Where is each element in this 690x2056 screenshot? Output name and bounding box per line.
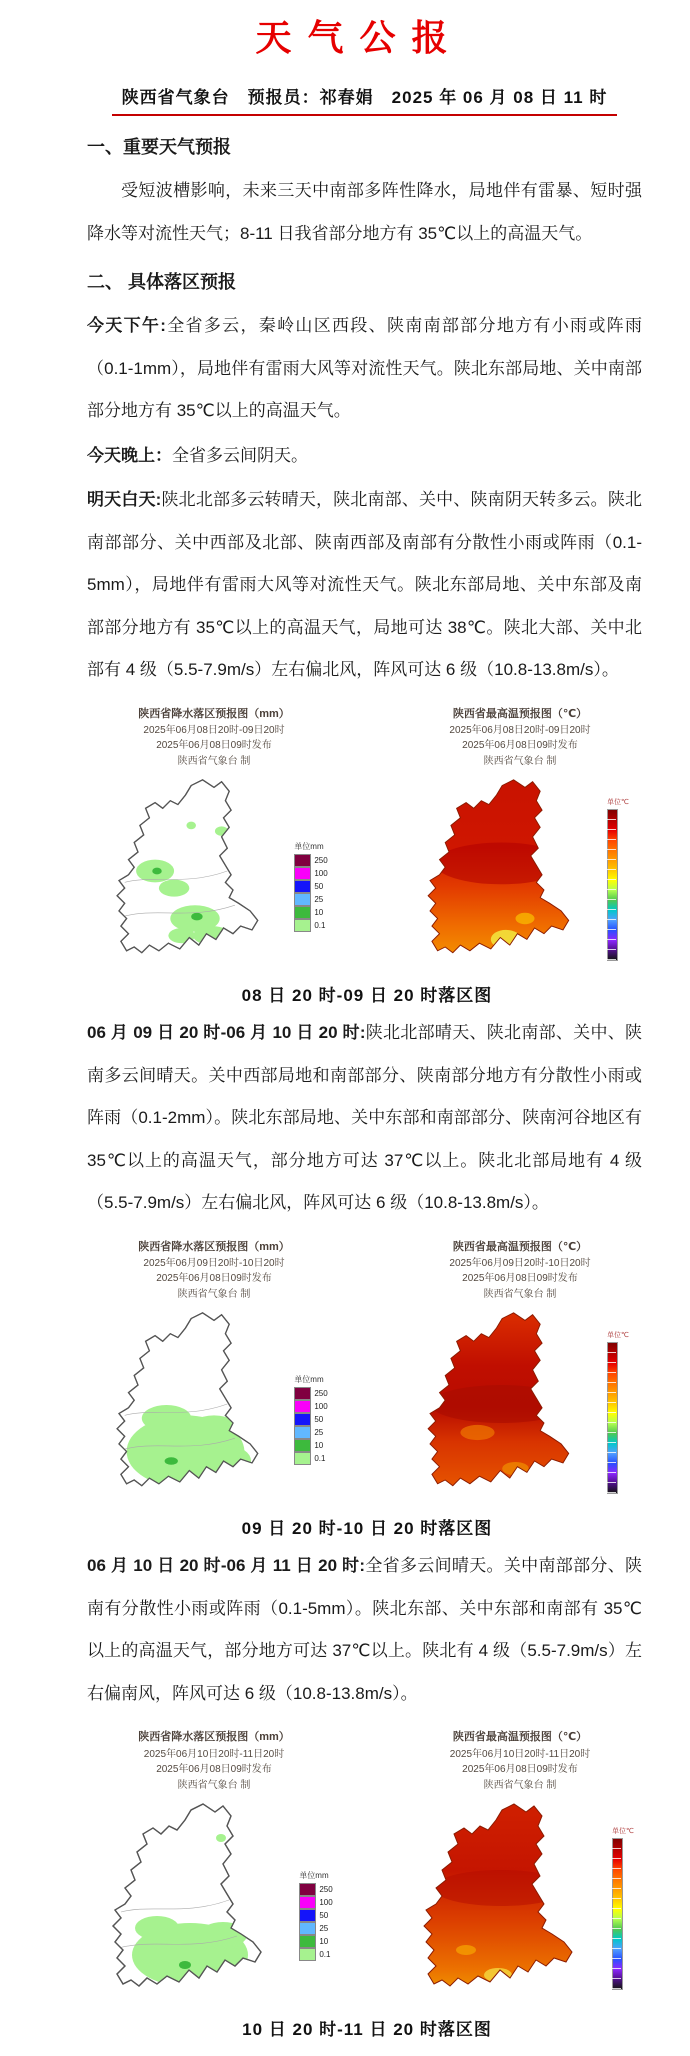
precip-map-day3	[95, 1795, 295, 2005]
paragraph-label: 06 月 09 日 20 时-06 月 10 日 20 时:	[87, 1023, 366, 1043]
map-title: 陕西省最高温预报图（℃）	[452, 1240, 588, 1253]
paragraph-text: 陕北北部晴天、陕北南部、关中、陕南多云间晴天。关中西部局地和南部部分、陕南部分地方有分散性小雨或阵雨（0.1-2mm）。陕北东部局地、关中东部和南部部分、陕南河谷地区有 35℃以上的高温天气，部分地方可达 37℃以上。陕北北部局地有 4 级（5.5-7.9m/s）左右偏北风，阵风可达 6 级（10.8-13.8m/s）。	[87, 1023, 643, 1213]
temp-map-header	[449, 706, 590, 770]
page-title: 天气公报	[255, 17, 464, 58]
map-valid-time: 2025年06月09日20时-10日20时	[143, 1257, 285, 1269]
temp-colorbar	[607, 1330, 629, 1493]
legend-chip	[294, 1439, 311, 1452]
paragraph-text: 陕北北部多云转晴天，陕北南部、关中、陕南阴天转多云。陕北南部部分、关中西部及北部、陕南西部及南部有分散性小雨或阵雨（0.1-5mm），局地伴有雷雨大风等对流性天气。陕北东部局地、关中东部及南部部分地方有 35℃以上的高温天气，局地可达 38℃。陕北大部、关中北部有 4 级（5.5-7.9m/s）左右偏北风，阵风可达 6 级（10.8-13.8m/s）。	[87, 490, 642, 680]
temp-colorbar-ticks	[607, 1343, 616, 1493]
map-issue-time: 2025年06月08日09时发布	[462, 1273, 578, 1285]
paragraph-label: 06 月 10 日 20 时-06 月 11 日 20 时:	[87, 1556, 366, 1576]
legend-chip	[294, 893, 311, 906]
forecast-paragraph-day3	[87, 1545, 642, 1715]
temp-legend-title: 单位℃	[607, 1331, 629, 1339]
precip-map-panel	[67, 706, 361, 972]
temp-map-panel	[373, 706, 667, 972]
forecast-paragraph-tomorrow	[87, 479, 642, 692]
map-valid-time: 2025年06月09日20时-10日20时	[449, 1257, 591, 1269]
map-issue-time: 2025年06月08日09时发布	[156, 1273, 272, 1285]
precip-legend	[294, 841, 327, 932]
precip-map-panel	[67, 1239, 361, 1505]
map-agency: 陕西省气象台 制	[177, 755, 251, 767]
legend-label: 100	[319, 1897, 333, 1907]
legend-chip	[294, 1400, 311, 1413]
map-agency: 陕西省气象台 制	[177, 1288, 251, 1300]
legend-chip	[299, 1883, 316, 1896]
precip-legend-title: 单位mm	[299, 1870, 329, 1880]
legend-chip	[299, 1909, 316, 1922]
byline-row	[87, 83, 642, 116]
temp-map-header	[449, 1239, 590, 1303]
forecast-map-block-day1	[67, 706, 667, 1007]
map-agency: 陕西省气象台 制	[483, 1288, 557, 1300]
section2-heading: 二、 具体落区预报	[87, 272, 237, 293]
precip-legend	[299, 1870, 332, 1961]
map-caption-day3: 10 日 20 时-11 日 20 时落区图	[242, 2020, 492, 2040]
forecast-paragraph-tonight	[87, 435, 642, 478]
temp-map-header	[450, 1729, 590, 1793]
forecast-paragraph-day2	[87, 1012, 642, 1225]
precip-map-panel	[67, 1729, 361, 2005]
section1-paragraph: 受短波槽影响，未来三天中南部多阵性降水，局地伴有雷暴、短时强降水等对流性天气；8-11 日我省部分地方有 35℃以上的高温天气。	[87, 181, 642, 243]
map-issue-time: 2025年06月08日09时发布	[156, 1764, 272, 1776]
precip-map-header	[138, 1239, 290, 1303]
temp-legend-title: 单位℃	[607, 798, 629, 806]
paragraph-label: 明天白天:	[87, 490, 162, 510]
paragraph-text: 全省多云间阴天。	[172, 445, 308, 465]
map-valid-time: 2025年06月08日20时-09日20时	[449, 724, 591, 736]
map-title: 陕西省降水落区预报图（mm）	[138, 1731, 290, 1744]
legend-label: 50	[314, 881, 324, 891]
temp-map-day2	[411, 1304, 601, 1504]
temp-map-day1	[411, 771, 601, 971]
legend-label: 0.1	[319, 1949, 331, 1959]
legend-chip	[294, 906, 311, 919]
map-valid-time: 2025年06月10日20时-11日20时	[143, 1748, 285, 1760]
legend-chip	[294, 854, 311, 867]
paragraph-text: 全省多云间晴天。关中南部部分、陕南有分散性小雨或阵雨（0.1-5mm）。陕北东部、关中东部和南部有 35℃以上的高温天气，部分地方可达 37℃以上。陕北有 4 级（5.5-7.9m/s）左右偏南风，阵风可达 6 级（10.8-13.8m/s）。	[87, 1556, 643, 1703]
legend-label: 100	[314, 868, 328, 878]
map-title: 陕西省降水落区预报图（mm）	[138, 1240, 290, 1253]
legend-label: 10	[319, 1936, 329, 1946]
byline-text: 陕西省气象台 预报员：祁春娟 2025 年 06 月 08 日 11 时	[112, 83, 618, 116]
precip-map-day1	[100, 771, 290, 971]
temp-map-day3	[406, 1795, 606, 2005]
legend-label: 25	[314, 894, 324, 904]
legend-chip	[294, 1426, 311, 1439]
legend-label: 0.1	[314, 920, 326, 930]
legend-chip	[294, 1413, 311, 1426]
legend-label: 250	[319, 1884, 333, 1894]
paragraph-text: 全省多云，秦岭山区西段、陕南南部部分地方有小雨或阵雨（0.1-1mm），局地伴有雷雨大风等对流性天气。陕北东部局地、关中南部部分地方有 35℃以上的高温天气。	[87, 316, 642, 421]
temp-map-panel	[373, 1239, 667, 1505]
map-issue-time: 2025年06月08日09时发布	[462, 740, 578, 752]
legend-chip	[294, 1387, 311, 1400]
legend-chip	[299, 1922, 316, 1935]
forecast-map-block-day2	[67, 1239, 667, 1540]
map-title: 陕西省最高温预报图（℃）	[452, 1731, 588, 1744]
precip-map-header	[138, 1729, 290, 1793]
legend-chip	[294, 880, 311, 893]
temp-colorbar	[607, 797, 629, 960]
legend-label: 25	[314, 1427, 324, 1437]
map-valid-time: 2025年06月10日20时-11日20时	[449, 1748, 591, 1760]
map-issue-time: 2025年06月08日09时发布	[462, 1764, 578, 1776]
map-agency: 陕西省气象台 制	[177, 1779, 251, 1791]
legend-chip	[294, 867, 311, 880]
legend-label: 50	[319, 1910, 329, 1920]
forecast-paragraph-today-pm	[87, 305, 642, 433]
temp-colorbar-ticks	[612, 1839, 621, 1989]
map-issue-time: 2025年06月08日09时发布	[156, 740, 272, 752]
precip-map-day2	[100, 1304, 290, 1504]
paragraph-label: 今天晚上：	[87, 445, 172, 465]
map-caption-day2: 09 日 20 时-10 日 20 时落区图	[241, 1519, 493, 1539]
legend-label: 10	[314, 1440, 324, 1450]
map-caption-day1: 08 日 20 时-09 日 20 时落区图	[241, 986, 493, 1006]
legend-label: 250	[314, 855, 328, 865]
map-valid-time: 2025年06月08日20时-09日20时	[143, 724, 285, 736]
temp-legend-title: 单位℃	[612, 1827, 634, 1835]
legend-chip	[299, 1935, 316, 1948]
paragraph-label: 今天下午:	[87, 316, 166, 336]
map-agency: 陕西省气象台 制	[483, 1779, 557, 1791]
map-title: 陕西省降水落区预报图（mm）	[138, 707, 290, 720]
temp-colorbar-ticks	[607, 810, 616, 960]
map-title: 陕西省最高温预报图（℃）	[452, 707, 588, 720]
precip-legend-title: 单位mm	[294, 1374, 324, 1384]
legend-label: 10	[314, 907, 324, 917]
section1-heading: 一、重要天气预报	[87, 137, 231, 157]
temp-colorbar	[612, 1826, 634, 1989]
forecast-map-block-day3	[67, 1729, 667, 2040]
precip-legend-title: 单位mm	[294, 841, 324, 851]
precip-map-header	[138, 706, 290, 770]
legend-label: 25	[319, 1923, 329, 1933]
legend-label: 250	[314, 1388, 328, 1398]
legend-chip	[299, 1896, 316, 1909]
legend-chip	[299, 1948, 316, 1961]
precip-legend	[294, 1374, 327, 1465]
legend-label: 0.1	[314, 1453, 326, 1463]
legend-chip	[294, 1452, 311, 1465]
map-agency: 陕西省气象台 制	[483, 755, 557, 767]
temp-map-panel	[373, 1729, 667, 2005]
legend-label: 100	[314, 1401, 328, 1411]
legend-label: 50	[314, 1414, 324, 1424]
legend-chip	[294, 919, 311, 932]
